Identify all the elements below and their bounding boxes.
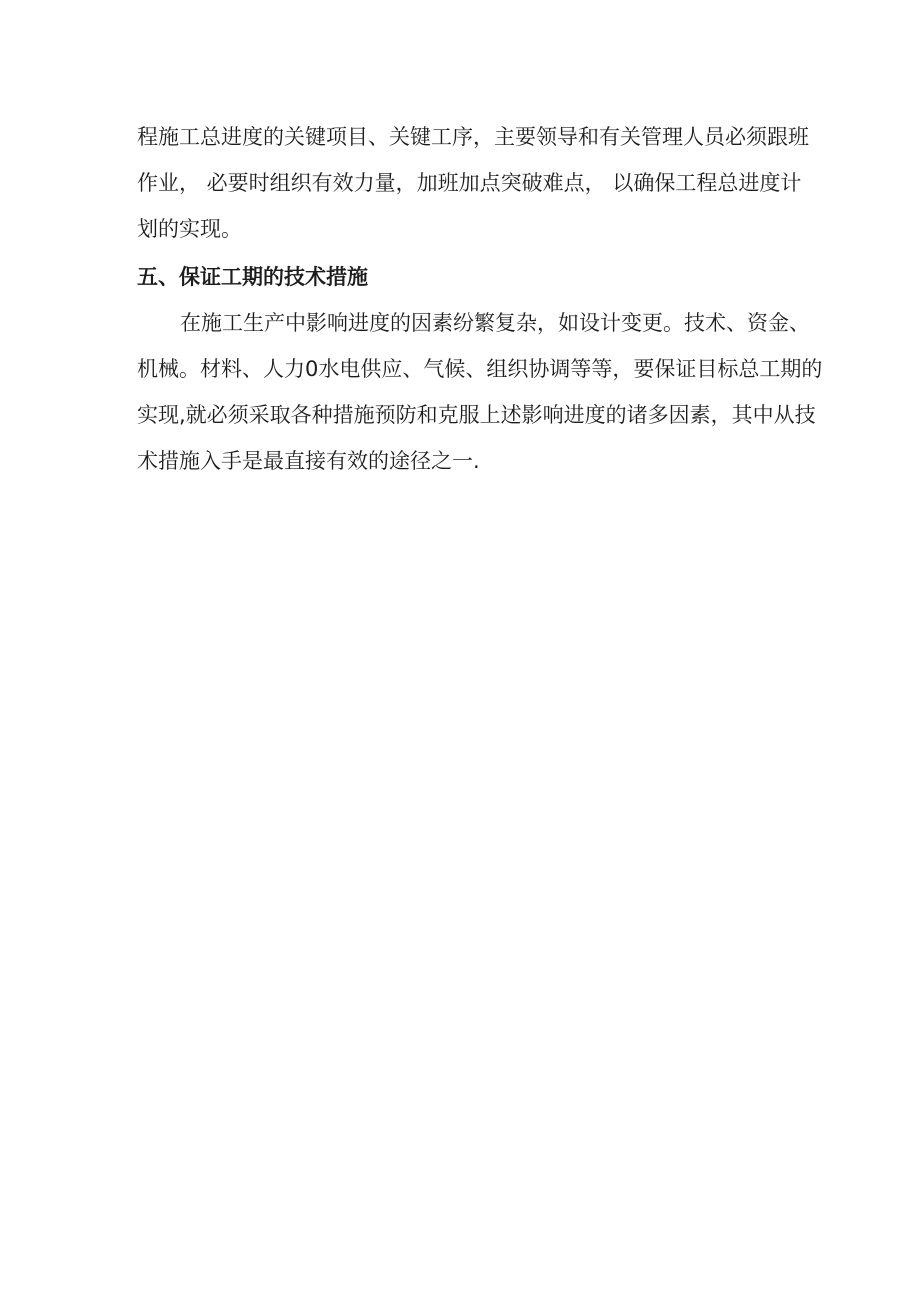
continuation-paragraph bbox=[137, 114, 809, 252]
paragraph-line: 划的实现。 bbox=[137, 217, 242, 241]
paragraph-line: 作业， 必要时组织有效力量，加班加点突破难点， 以确保工程总进度计 bbox=[137, 171, 802, 195]
paragraph-line: 机械。材料、人力0水电供应、气候、组织协调等等，要保证目标总工期的 bbox=[137, 357, 823, 381]
paragraph-line: 程施工总进度的关键项目、关键工序，主要领导和有关管理人员必须跟班 bbox=[137, 125, 809, 149]
paragraph-line: 在施工生产中影响进度的因素纷繁复杂，如设计变更。技术、资金、 bbox=[180, 311, 810, 335]
section-heading: 五、保证工期的技术措施 bbox=[137, 265, 368, 289]
section-paragraph bbox=[137, 300, 823, 484]
paragraph-line: 术措施入手是最直接有效的途径之一. bbox=[137, 449, 480, 473]
paragraph-line: 实现,就必须采取各种措施预防和克服上述影响进度的诸多因素，其中从技 bbox=[137, 403, 816, 427]
page-content bbox=[137, 114, 823, 484]
